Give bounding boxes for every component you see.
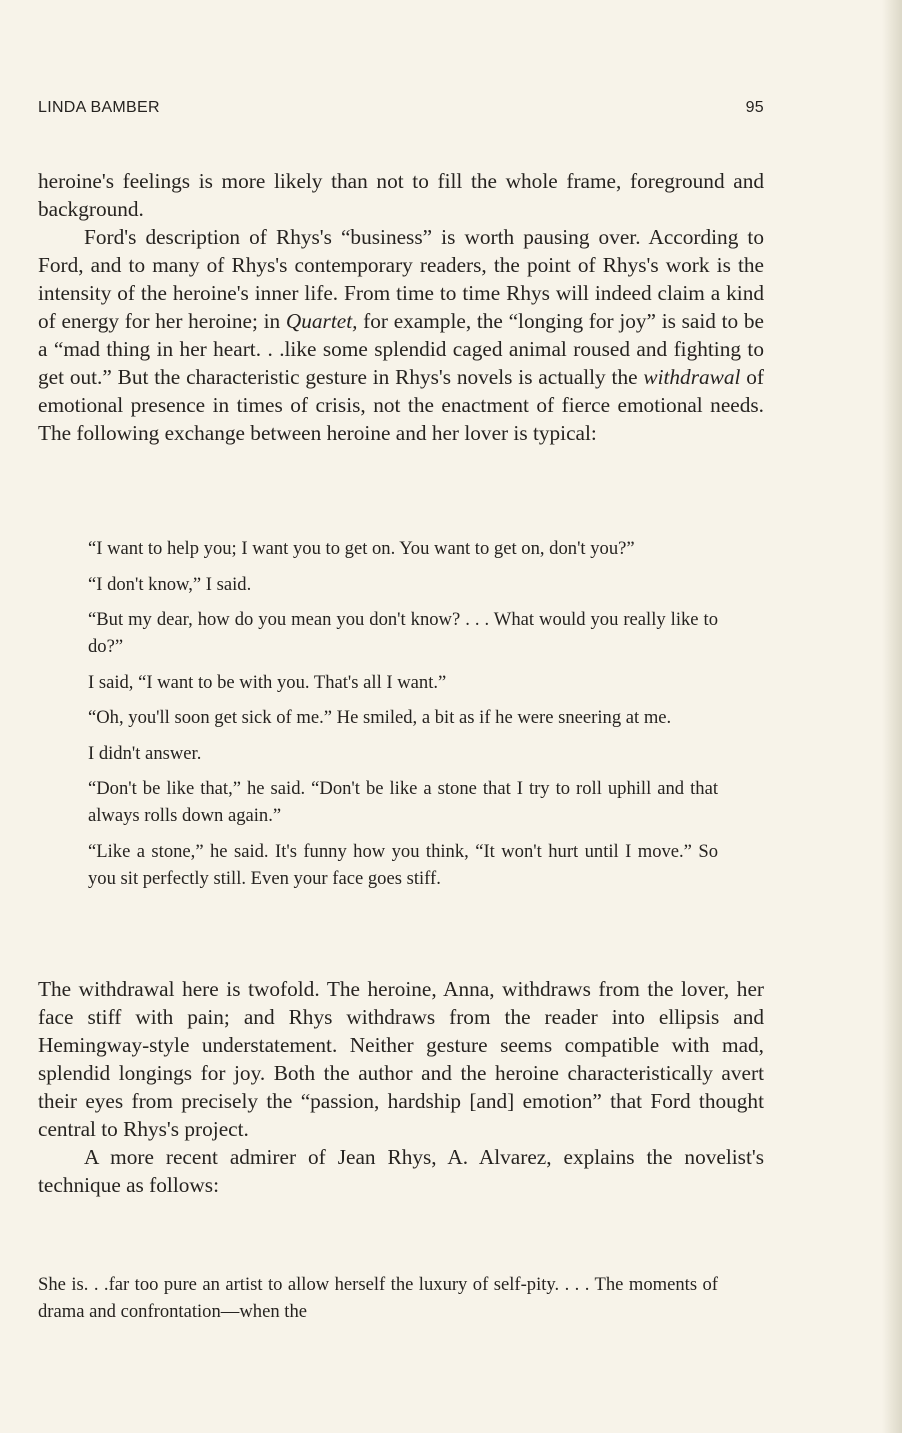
page-edge-shadow [882, 0, 902, 1433]
paragraph-text: for example, the “longing for joy” is said to be a “mad thing in her heart. . .like some splendid caged animal roused and fighting to get out.” But the characteristic gesture in Rhys's novels is actually the [38, 309, 764, 389]
paragraph-text: Ford's description of Rhys's “business” is worth pausing over. According to Ford, and to many of Rhys's contemporary readers, the point of Rhys's work is the intensity of the heroine's inner life. From time to time Rhys will indeed claim a kind of energy for her heroine; in [38, 225, 764, 333]
quote-line: “I don't know,” I said. [88, 573, 252, 595]
page-number: 95 [745, 99, 764, 116]
paragraph-ford-description [38, 223, 764, 447]
paragraph-text: of emotional presence in times of crisis, not the enactment of fierce emotional needs. The following exchange between heroine and her lover is typical: [38, 365, 764, 445]
quote-line: “But my dear, how do you mean you don't know? . . . What would you really like to do?” [88, 609, 718, 657]
running-head [38, 99, 764, 121]
quote-line: “Oh, you'll soon get sick of me.” He smiled, a bit as if he were sneering at me. [88, 707, 672, 728]
quote-line: “Like a stone,” he said. It's funny how you think, “It won't hurt until I move.” So you sit perfectly still. Even your face goes stiff. [88, 840, 718, 889]
quote-line: She is. . .far too pure an artist to allow herself the luxury of self-pity. . . . The moments of drama and confrontation—when the [38, 1274, 718, 1322]
quote-line: “Don't be like that,” he said. “Don't be like a stone that I try to roll uphill and that always rolls down again.” [88, 778, 718, 826]
body-text-bottom [38, 975, 764, 1199]
paragraph-withdrawal: The withdrawal here is twofold. The heroine, Anna, withdraws from the lover, her face stiff with pain; and Rhys withdraws from the reader into ellipsis and Hemingway-style understatement. Neither gesture seems compatible with mad, splendid longings for joy. Both the author and the heroine characteristically avert their eyes from precisely the “passion, hardship [and] emotion” that Ford thought central to Rhys's project. [38, 977, 764, 1141]
block-quote-dialogue [88, 535, 718, 900]
quote-line: I didn't answer. [88, 742, 202, 764]
block-quote-alvarez [38, 1271, 718, 1334]
quote-line: “I want to help you; I want you to get on. You want to get on, don't you?” [88, 538, 635, 559]
paragraph-alvarez: A more recent admirer of Jean Rhys, A. Alvarez, explains the novelist's technique as follows: [38, 1145, 764, 1197]
paragraph-continuation: heroine's feelings is more likely than not to fill the whole frame, foreground and background. [38, 169, 764, 221]
body-text-top [38, 167, 764, 447]
running-head-author: LINDA BAMBER [38, 99, 160, 116]
italic-title-quartet: Quartet, [285, 309, 358, 333]
italic-emphasis-withdrawal: withdrawal [643, 365, 741, 389]
quote-line: I said, “I want to be with you. That's all I want.” [88, 671, 447, 693]
